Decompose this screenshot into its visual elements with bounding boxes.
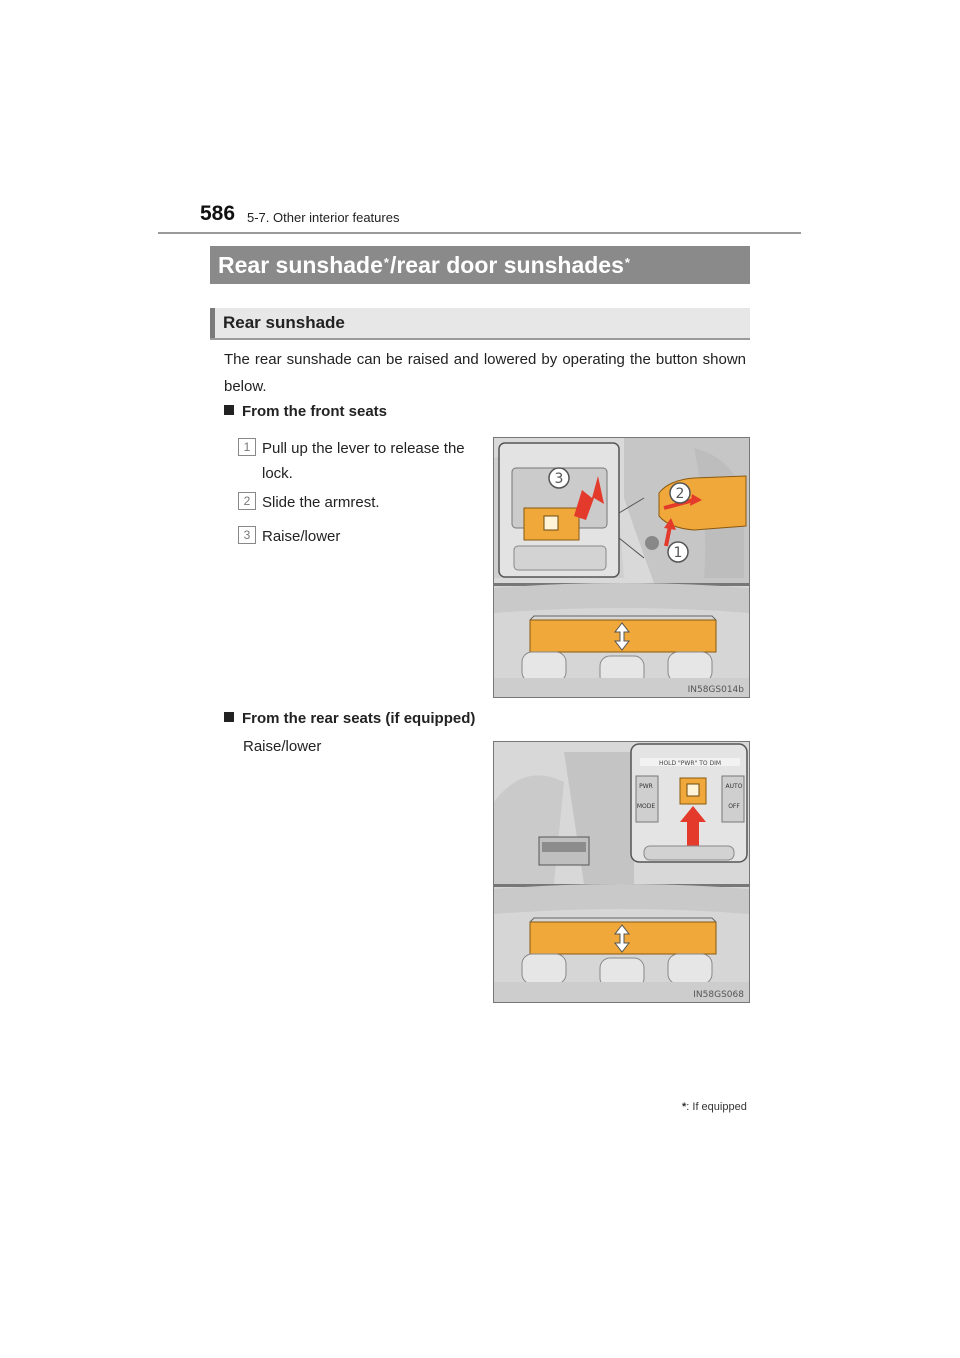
panel-pwr-label: PWR <box>639 783 653 790</box>
title-mark2: * <box>624 254 630 270</box>
front-seats-illustration <box>493 437 750 698</box>
page-number: 586 <box>200 202 236 225</box>
callout-1: 1 <box>673 545 683 561</box>
front-step-2-text: Slide the armrest. <box>262 494 380 511</box>
front-step-3 <box>238 524 490 549</box>
intro-paragraph: The rear sunshade can be raised and lowered by operating the button shown below. <box>224 351 746 395</box>
panel-auto-label: AUTO <box>725 783 743 790</box>
panel-off-label: OFF <box>728 803 740 810</box>
callout-2: 2 <box>675 486 685 502</box>
front-seats-heading-text: From the front seats <box>242 403 388 420</box>
panel-hold-label: HOLD "PWR" TO DIM <box>658 760 722 767</box>
front-console-drawing <box>494 438 749 697</box>
step-number-box: 2 <box>238 492 256 510</box>
front-step-3-text: Raise/lower <box>262 528 341 545</box>
title-mark1: * <box>383 254 389 270</box>
section-heading-text: Rear sunshade <box>223 313 345 332</box>
header-divider <box>158 232 801 234</box>
rear-illustration-code: IN58GS068 <box>693 990 744 1000</box>
step-number-box: 1 <box>238 438 256 456</box>
front-step-1 <box>238 436 490 486</box>
title-part1: Rear sunshade <box>218 251 383 278</box>
page-title <box>210 246 750 284</box>
panel-mode-label: MODE <box>636 803 656 810</box>
rear-armrest-drawing <box>494 742 749 1002</box>
rear-seats-heading <box>224 710 475 727</box>
front-step-1-text: Pull up the lever to release the lock. <box>262 440 465 482</box>
footnote-mark: * <box>682 1101 687 1113</box>
title-part2: /rear door sunshades <box>389 251 624 278</box>
step-number-box: 3 <box>238 526 256 544</box>
breadcrumb: 5-7. Other interior features <box>247 210 400 225</box>
bullet-square-icon <box>224 405 234 415</box>
rear-seats-illustration <box>493 741 750 1003</box>
front-seats-heading <box>224 403 387 420</box>
rear-seats-heading-text: From the rear seats (if equipped) <box>242 710 476 727</box>
section-heading <box>210 308 750 338</box>
rear-seats-text: Raise/lower <box>243 738 322 755</box>
front-step-2 <box>238 490 490 515</box>
callout-3: 3 <box>554 471 564 487</box>
footnote-text: : If equipped <box>686 1101 747 1113</box>
bullet-square-icon <box>224 712 234 722</box>
footnote <box>682 1101 747 1113</box>
front-illustration-code: IN58GS014b <box>687 685 744 695</box>
